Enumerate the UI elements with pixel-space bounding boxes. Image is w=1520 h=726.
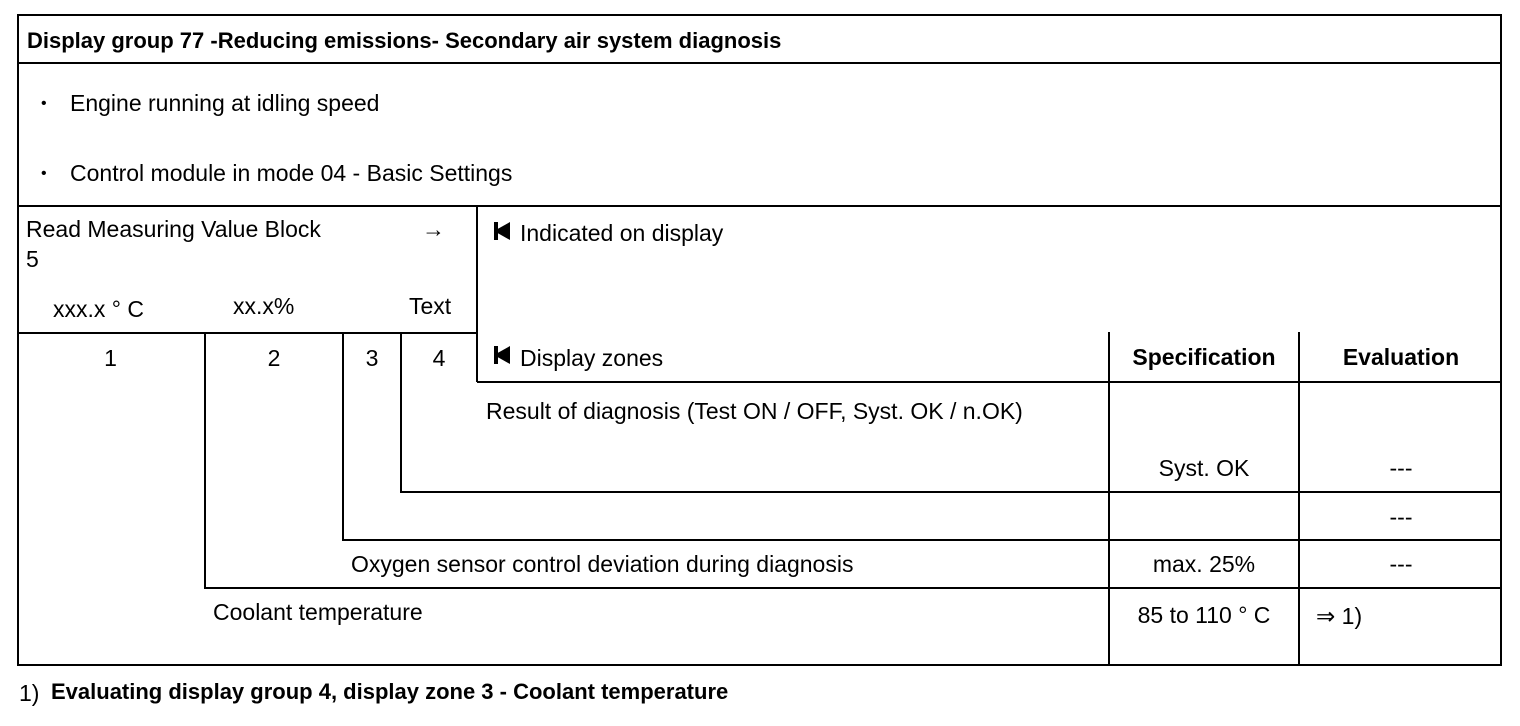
- row-evaluation: ---: [1389, 455, 1413, 481]
- row-evaluation: ---: [1389, 504, 1413, 530]
- field-temperature: xxx.x ° C: [53, 296, 144, 322]
- condition-item: Engine running at idling speed: [70, 90, 380, 116]
- field-percent: xx.x%: [233, 293, 295, 319]
- condition-item: Control module in mode 04 - Basic Settings: [70, 160, 513, 186]
- pointer-left-icon: [494, 222, 510, 240]
- row-specification: max. 25%: [1152, 551, 1256, 577]
- zone-number-4: 4: [432, 345, 446, 371]
- divider-row3: [204, 587, 1502, 589]
- indicated-label: Indicated on display: [520, 220, 724, 246]
- divider-conditions: [17, 205, 1502, 207]
- page-title: Display group 77 -Reducing emissions- Secondary air system diagnosis: [27, 28, 782, 53]
- divider-eval-left: [1298, 332, 1300, 666]
- block-number: 5: [26, 246, 39, 272]
- zone-number-2: 2: [267, 345, 281, 371]
- field-text: Text: [409, 293, 452, 319]
- footnote-marker: 1): [19, 680, 40, 706]
- block-label: Read Measuring Value Block: [26, 216, 321, 242]
- divider-zones: [477, 381, 1502, 383]
- divider-block-right: [476, 205, 478, 382]
- zone-number-1: 1: [104, 345, 117, 371]
- footnote-text: Evaluating display group 4, display zone 3 - Coolant temperature: [51, 679, 729, 704]
- row-specification: Syst. OK: [1158, 455, 1250, 481]
- bullet-icon: •: [41, 95, 47, 112]
- specification-header: Specification: [1132, 344, 1276, 370]
- divider-block: [17, 332, 478, 334]
- row-evaluation: ---: [1389, 551, 1413, 577]
- evaluation-header: Evaluation: [1342, 344, 1460, 370]
- divider-title: [17, 62, 1502, 64]
- bullet-icon: •: [41, 165, 47, 182]
- display-zones-label: Display zones: [520, 345, 664, 371]
- arrow-right-icon: →: [422, 216, 445, 242]
- row-description: Coolant temperature: [213, 599, 423, 625]
- row-description: Result of diagnosis (Test ON / OFF, Syst. OK / n.OK): [486, 398, 1023, 424]
- divider-row1: [400, 491, 1502, 493]
- pointer-left-icon: [494, 346, 510, 364]
- zone-number-3: 3: [365, 345, 379, 371]
- row-evaluation-link[interactable]: ⇒ 1): [1316, 603, 1363, 629]
- divider-row2: [342, 539, 1502, 541]
- row-specification: 85 to 110 ° C: [1137, 602, 1271, 628]
- row-description: Oxygen sensor control deviation during diagnosis: [351, 551, 854, 577]
